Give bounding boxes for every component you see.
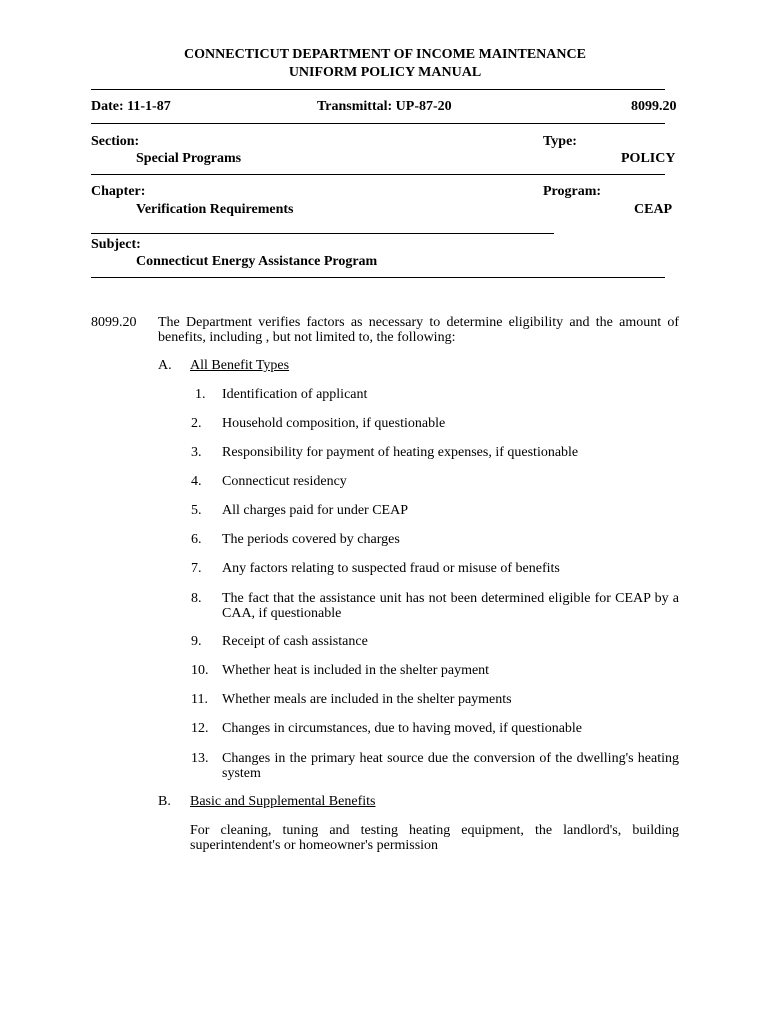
type-value: POLICY (621, 151, 676, 166)
manual-title: UNIFORM POLICY MANUAL (288, 65, 482, 80)
list-item-number: 1. (195, 387, 206, 402)
list-item-number: 3. (191, 445, 202, 460)
date-line: Date: 11-1-87 (91, 99, 171, 114)
list-item-text: The periods covered by charges (222, 532, 400, 547)
part-b-paragraph: For cleaning, tuning and testing heating equipment, the landlord's, building superintendent's or homeowner's permission (190, 823, 679, 853)
list-item-text: Receipt of cash assistance (222, 634, 368, 649)
chapter-rule (91, 233, 554, 234)
section-number: 8099.20 (91, 315, 137, 330)
list-item-number: 7. (191, 561, 202, 576)
chapter-label: Chapter: (91, 184, 146, 199)
list-item-text: Changes in circumstances, due to having moved, if questionable (222, 721, 583, 736)
part-b-title: Basic and Supplemental Benefits (190, 794, 376, 809)
department-title: CONNECTICUT DEPARTMENT OF INCOME MAINTENANCE (184, 47, 586, 62)
part-a-title: All Benefit Types (190, 358, 290, 373)
section-label: Section: (91, 134, 140, 149)
program-value: CEAP (634, 202, 673, 217)
list-item-text: Whether heat is included in the shelter payment (222, 663, 490, 678)
list-item-text: The fact that the assistance unit has not been determined eligible for CEAP by a CAA, if questionable (222, 591, 679, 621)
header-rule-2 (91, 123, 665, 124)
list-item-number: 5. (191, 503, 202, 518)
type-label: Type: (543, 134, 577, 149)
list-item-number: 2. (191, 416, 202, 431)
program-label: Program: (543, 184, 602, 199)
part-a-letter: A. (158, 358, 172, 373)
policy-number: 8099.20 (631, 99, 677, 114)
list-item-text: Any factors relating to suspected fraud or misuse of benefits (222, 561, 560, 576)
list-item-number: 9. (191, 634, 202, 649)
section-value: Special Programs (136, 151, 242, 166)
list-item-number: 8. (191, 591, 202, 606)
list-item-text: Whether meals are included in the shelter payments (222, 692, 512, 707)
list-item-number: 6. (191, 532, 202, 547)
list-item-number: 13. (191, 751, 209, 766)
transmittal-line: Transmittal: UP-87-20 (317, 99, 452, 114)
list-item-number: 12. (191, 721, 209, 736)
list-item-text: Responsibility for payment of heating expenses, if questionable (222, 445, 579, 460)
chapter-value: Verification Requirements (136, 202, 294, 217)
list-item-text: Identification of applicant (222, 387, 368, 402)
list-item-text: Household composition, if questionable (222, 416, 446, 431)
intro-paragraph: The Department verifies factors as necessary to determine eligibility and the amount of benefits, including , but not limited to, the following: (158, 315, 679, 345)
list-item-number: 11. (191, 692, 208, 707)
list-item-text: Changes in the primary heat source due the conversion of the dwelling's heating system (222, 751, 679, 781)
subject-label: Subject: (91, 237, 141, 252)
list-item-number: 4. (191, 474, 202, 489)
list-item-text: Connecticut residency (222, 474, 347, 489)
list-item-number: 10. (191, 663, 209, 678)
header-rule-4 (91, 277, 665, 278)
header-rule-3 (91, 174, 665, 175)
subject-value: Connecticut Energy Assistance Program (136, 254, 378, 269)
part-b-letter: B. (158, 794, 171, 809)
header-rule-1 (91, 89, 665, 90)
list-item-text: All charges paid for under CEAP (222, 503, 408, 518)
